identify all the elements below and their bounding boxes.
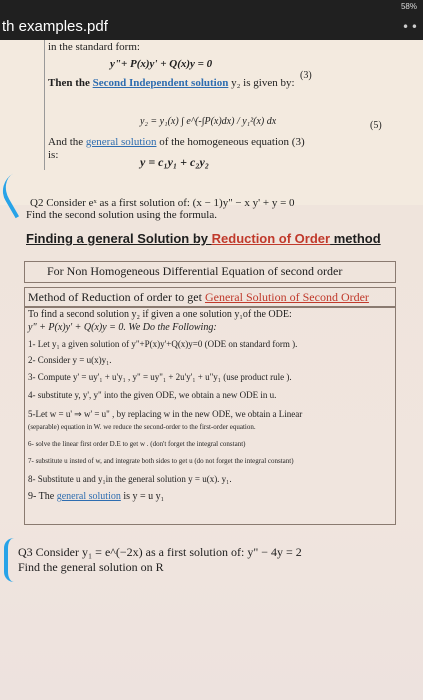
step-4: 4- substitute y, y', y" into the given ODE, we obtain a new ODE in u. [28, 390, 277, 400]
q2-line1: Q2 Consider eˣ as a first solution of: (x − 1)y" − x y' + y = 0 [30, 197, 295, 209]
battery-level: 58% [400, 2, 417, 11]
then-line [48, 77, 295, 89]
equation-number-3: (3) [300, 70, 312, 81]
heading-prefix: Finding a [26, 231, 88, 246]
y2-formula-box [140, 110, 277, 138]
step-6: 6- solve the linear first order D.E to get w . (don't forget the integral constant) [28, 440, 246, 448]
q3-line1: Q3 Consider y₁ = e^(−2x) as a first solution of: y" − 4y = 2 [18, 545, 302, 559]
equation-number-5: (5) [370, 120, 382, 131]
general-suffix: of the homogeneous equation (3) [156, 136, 305, 148]
ode-standard-form: y"+ P(x)y' + Q(x)y = 0 [110, 58, 213, 70]
then-prefix: Then the [48, 77, 93, 89]
status-bar [0, 0, 423, 14]
step-1: 1- Let y₁ a given solution of y"+P(x)y'+Q(x)y=0 (ODE on standard form ). [28, 339, 298, 349]
then-suffix: y₂ is given by: [228, 77, 295, 89]
heading-by: by [189, 231, 212, 246]
step-9-suffix: is y = u y₁ [120, 491, 165, 502]
intro-text: in the standard form: [48, 41, 140, 53]
y2-formula: y₂ = y₁(x) ∫ e^(-∫P(x)dx) / y₁²(x) dx [140, 116, 277, 127]
step-3: 3- Compute y' = uy'₁ + u'y₁ , y" = uy"₁ + 2u'y'₁ + u"y₁ (use product rule ). [28, 372, 292, 382]
method-red: General Solution of Second Order [204, 290, 369, 304]
step-9-general: general solution [56, 491, 121, 502]
step-9 [28, 491, 164, 502]
document-title: th examples.pdf [2, 18, 108, 35]
general-prefix: And the [48, 136, 86, 148]
step-5-continued: (separable) equation in W. we reduce the second-order to the first-order equation. [28, 423, 256, 431]
annotation-highlight-2 [4, 538, 14, 582]
section-heading [26, 231, 381, 246]
q3-line2: Find the general solution on R [18, 560, 164, 574]
general-is-text: is: [48, 149, 59, 161]
q2-line2: Find the second solution using the formula. [26, 209, 217, 221]
heading-general: general Solution [87, 231, 190, 246]
more-vertical-icon[interactable]: • • [402, 20, 417, 34]
method-prefix: Method of Reduction of order to get [28, 290, 205, 304]
second-solution-link: Second Independent solution [92, 77, 229, 89]
nonhomogeneous-title-box [24, 261, 396, 283]
general-line [48, 136, 305, 148]
theory-block [44, 40, 382, 170]
method-title [28, 290, 369, 305]
step-ode: y" + P(x)y' + Q(x)y = 0. We Do the Following: [28, 322, 217, 333]
heading-reduction: Reduction of Order [211, 231, 331, 246]
nonhomogeneous-title: For Non Homogeneous Differential Equation of second order [47, 264, 343, 278]
step-8: 8- Substitute u and y₁in the general solution y = u(x). y₁. [28, 474, 232, 484]
general-solution-formula: y = c₁y₁ + c₂y₂ [140, 155, 210, 169]
step-7: 7- substitute u insted of w, and integrate both sides to get u (do not forget the integral constant) [28, 457, 294, 465]
step-5: 5-Let w = u' ⇒ w' = u" , by replacing w in the new ODE, we obtain a Linear [28, 409, 303, 419]
step-9-prefix: 9- The [28, 491, 57, 502]
heading-method: method [330, 231, 381, 246]
step-2: 2- Consider y = u(x)y₁. [28, 355, 112, 365]
step-intro: To find a second solution y₂ if given a one solution y₁of the ODE: [28, 309, 292, 320]
general-solution-link: general solution [85, 136, 157, 148]
viewer-title-bar [0, 14, 423, 40]
method-title-box [24, 287, 396, 307]
